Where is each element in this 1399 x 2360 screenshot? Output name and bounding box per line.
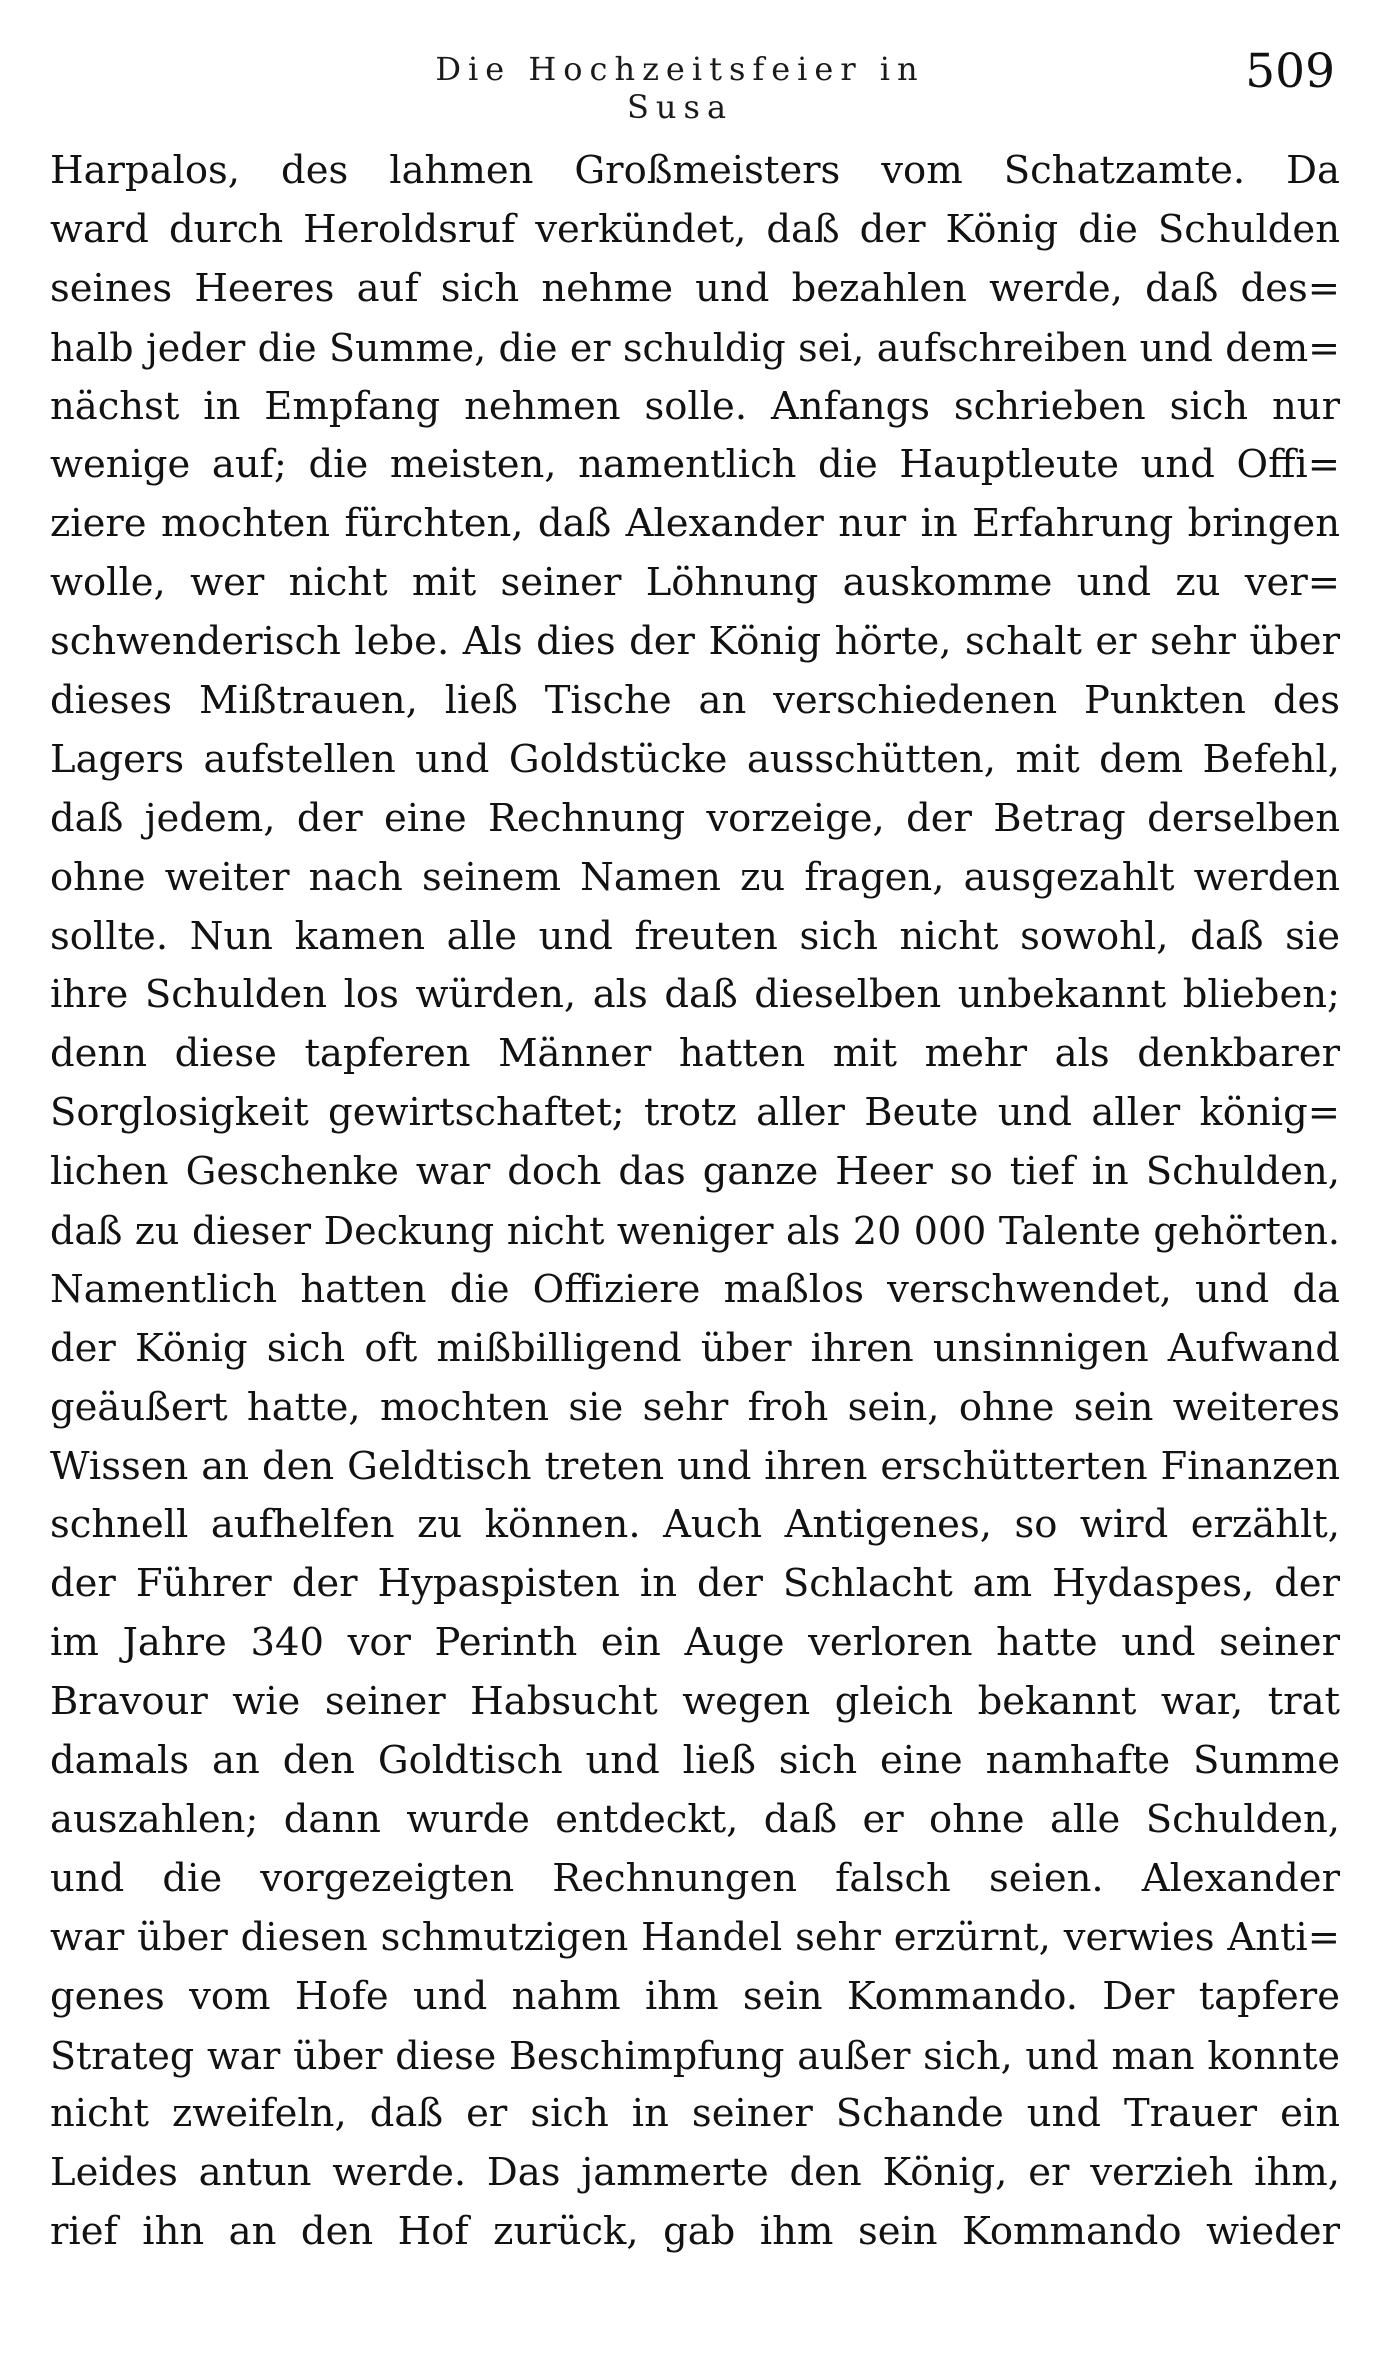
text-line: wenige auf; die meisten, namentlich die Hauptleute und Offi=	[50, 442, 1340, 488]
running-title: Die Hochzeitsfeier in Susa	[435, 50, 925, 126]
text-line: Bravour wie seiner Habsucht wegen gleich bekannt war, trat	[50, 1679, 1340, 1725]
text-line: schnell aufhelfen zu können. Auch Antigenes, so wird erzählt,	[50, 1502, 1340, 1548]
text-line: nicht zweifeln, daß er sich in seiner Schande und Trauer ein	[50, 2091, 1340, 2137]
text-line: sollte. Nun kamen alle und freuten sich nicht sowohl, daß sie	[50, 913, 1340, 959]
text-line: Wissen an den Geldtisch treten und ihren erschütterten Finanzen	[50, 1443, 1340, 1489]
body-text	[50, 142, 1340, 2262]
text-line: Leides antun werde. Das jammerte den König, er verzieh ihm,	[50, 2150, 1340, 2196]
text-line: damals an den Goldtisch und ließ sich eine namhafte Summe	[50, 1738, 1340, 1784]
text-line: daß zu dieser Deckung nicht weniger als 20 000 Talente gehörten.	[50, 1209, 1340, 1254]
text-line: rief ihn an den Hof zurück, gab ihm sein Kommando wieder	[50, 2209, 1340, 2255]
text-line: genes vom Hofe und nahm ihm sein Kommando. Der tapfere	[50, 1973, 1340, 2019]
text-line: dieses Mißtrauen, ließ Tische an verschiedenen Punkten des	[50, 678, 1340, 724]
text-line: ward durch Heroldsruf verkündet, daß der König die Schulden	[50, 206, 1340, 252]
text-line: schwenderisch lebe. Als dies der König hörte, schalt er sehr über	[50, 619, 1340, 665]
text-line: Strateg war über diese Beschimpfung außer sich, und man konnte	[50, 2033, 1340, 2078]
text-line: Harpalos, des lahmen Großmeisters vom Schatzamte. Da	[50, 148, 1340, 193]
text-line: ohne weiter nach seinem Namen zu fragen, ausgezahlt werden	[50, 854, 1340, 900]
text-line: ziere mochten fürchten, daß Alexander nur in Erfahrung bringen	[50, 501, 1340, 547]
text-line: Lagers aufstellen und Goldstücke ausschütten, mit dem Befehl,	[50, 736, 1340, 782]
text-line: halb jeder die Summe, die er schuldig sei, aufschreiben und dem=	[50, 325, 1340, 370]
text-line: Sorglosigkeit gewirtschaftet; trotz aller Beute und aller könig=	[50, 1090, 1340, 1136]
text-line: der Führer der Hypaspisten in der Schlacht am Hydaspes, der	[50, 1561, 1340, 1607]
text-line: und die vorgezeigten Rechnungen falsch seien. Alexander	[50, 1855, 1340, 1901]
text-line: nächst in Empfang nehmen solle. Anfangs schrieben sich nur	[50, 383, 1340, 429]
text-line: der König sich oft mißbilligend über ihren unsinnigen Aufwand	[50, 1325, 1340, 1371]
page-header	[0, 44, 1399, 126]
text-line: lichen Geschenke war doch das ganze Heer so tief in Schulden,	[50, 1149, 1340, 1195]
page-number: 509	[1245, 44, 1335, 99]
text-line: seines Heeres auf sich nehme und bezahlen werde, daß des=	[50, 265, 1340, 311]
text-line: wolle, wer nicht mit seiner Löhnung auskomme und zu ver=	[50, 560, 1340, 606]
text-line: war über diesen schmutzigen Handel sehr erzürnt, verwies Anti=	[50, 1914, 1340, 1960]
text-line: denn diese tapferen Männer hatten mit mehr als denkbarer	[50, 1031, 1340, 1077]
text-line: ihre Schulden los würden, als daß dieselben unbekannt blieben;	[50, 972, 1340, 1018]
text-line: geäußert hatte, mochten sie sehr froh sein, ohne sein weiteres	[50, 1384, 1340, 1430]
text-line: Namentlich hatten die Offiziere maßlos verschwendet, und da	[50, 1266, 1340, 1312]
text-line: auszahlen; dann wurde entdeckt, daß er ohne alle Schulden,	[50, 1796, 1340, 1842]
text-line: daß jedem, der eine Rechnung vorzeige, der Betrag derselben	[50, 795, 1340, 841]
text-line: im Jahre 340 vor Perinth ein Auge verloren hatte und seiner	[50, 1620, 1340, 1666]
